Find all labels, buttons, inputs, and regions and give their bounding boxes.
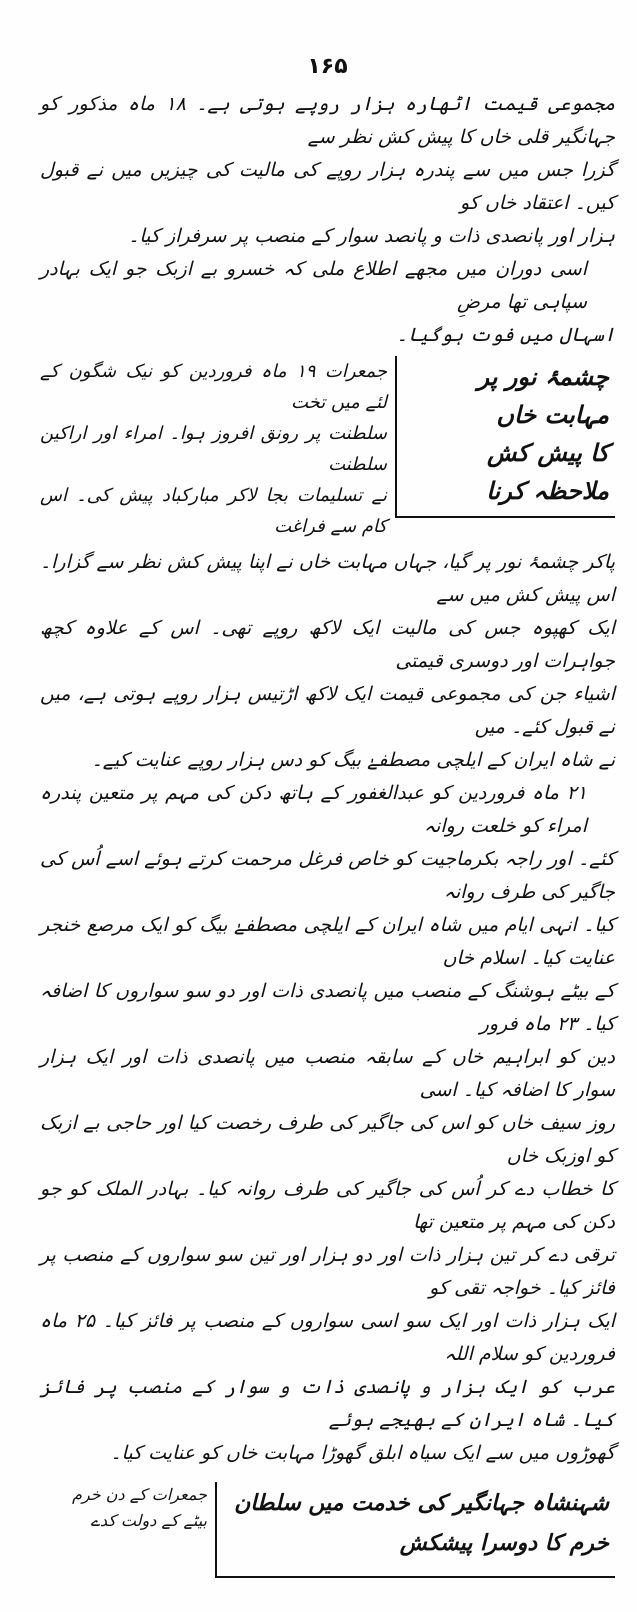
side-text [40,356,395,542]
text-line: جمعرات کے دن خرم [72,1485,207,1504]
text-line: روز سیف خاں کو اس کی جاگیر کی طرف رخصت کیا اور حاجی بے ازبک کو اوزبک خاں [40,1112,615,1167]
heading-box [395,356,615,518]
text-line: کیا۔ انہی ایام میں شاہ ایران کے ایلچی مصطفےٰ بیگ کو ایک مرصع خنجر عنایت کیا۔ اسلام خاں [40,914,615,969]
text-line: دین کو ابراہیم خاں کے سابقہ منصب میں پانصدی ذات اور ایک ہزار سوار کا اضافہ کیا۔ اسی [40,1046,615,1101]
text-line: سلطنت پر رونق افروز ہوا۔ امراء اور اراکین سلطنت [40,423,387,475]
text-line: اسی دوران میں مجھے اطلاع ملی کہ خسرو بے ازبک جو ایک بہادر سپاہی تھا مرضِ [40,258,587,313]
text-line: ایک کھپوہ جس کی مالیت ایک لاکھ روپے تھی۔ اس کے علاوہ کچھ جواہرات اور دوسری قیمتی [40,617,615,672]
text-line: ہزار اور پانصدی ذات و پانصد سوار کے منصب پر سرفراز کیا۔ [128,225,615,247]
text-line: گھوڑوں میں سے ایک سیاہ ابلق گھوڑا مہابت خاں کو عنایت کیا۔ [110,1442,615,1464]
page-number: ۱۶۵ [307,54,348,79]
paragraph-block-2 [40,546,615,777]
text-line: عرب کو ایک ہزار و پانصدی ذات و سوار کے منصب پر فائز کیا۔ شاہ ایران کے بھیجے ہوئے [40,1376,615,1431]
side-heading-mahabat-khan [40,356,615,542]
text-line: اسہال میں فوت ہوگیا۔ [396,324,615,346]
text-line: پاکر چشمۂ نور پر گیا، جہاں مہابت خاں نے اپنا پیش کش نظر سے گزارا۔ اس پیش کش میں سے [40,551,615,606]
text-line: نے تسلیمات بجا لاکر مبارکباد پیش کی۔ اس کام سے فراغت [40,485,387,537]
text-line: بیٹے کے دولت کدے [90,1511,207,1530]
text-line: کا خطاب دے کر اُس کی جاگیر کی طرف روانہ کیا۔ بہادر الملک کو جو دکن کی مہم پر متعین تھا [40,1178,615,1233]
text-line: اشیاء جن کی مجموعی قیمت ایک لاکھ اڑتیس ہزار روپے ہوتی ہے، میں نے قبول کئے۔ میں [40,683,615,738]
text-line: کئے۔ اور راجہ بکرماجیت کو خاص فرغل مرحمت کرتے ہوئے اسے اُس کی جاگیر کی طرف روانہ [40,848,615,903]
side-text [40,1482,215,1534]
text-line: ۲۱ ماہ فروردین کو عبدالغفور کے ہاتھ دکن کی مہم پر متعین پندرہ امراء کو خلعت روانہ [40,782,587,837]
text-line: کے بیٹے ہوشنگ کے منصب میں پانصدی ذات اور دو سو سواروں کا اضافہ کیا۔ ۲۳ ماہ فرور [40,980,615,1035]
text-line: ترقی دے کر تین ہزار ذات اور دو ہزار اور تین سو سواروں کے منصب پر فائز کیا۔ خواجہ تقی کو [40,1244,615,1299]
heading-title-line: چشمۂ نور پر مہابت خاں [477,363,609,429]
side-heading-sultan-khurram [40,1482,615,1578]
text-line: جمعرات ۱۹ ماہ فروردین کو نیک شگون کے لئے میں تخت [40,361,387,413]
text-line: نے شاہ ایران کے ایلچی مصطفےٰ بیگ کو دس ہزار روپے عنایت کیے۔ [91,749,615,771]
heading-title-line: شہنشاہ جہانگیر کی خدمت میں سلطان خرم کا دوسرا پیشکش [234,1491,609,1556]
paragraph-block-1 [40,88,615,352]
text-line: ایک ہزار ذات اور ایک سو اسی سواروں کے منصب پر فائز کیا۔ ۲۵ ماہ فروردین کو سلام اللہ [40,1310,615,1365]
heading-box [215,1482,615,1578]
paragraph-block-3 [40,777,615,1470]
text-line: گزرا جس میں سے پندرہ ہزار روپے کی مالیت کی چیزیں میں نے قبول کیں۔ اعتقاد خاں کو [40,159,615,214]
text-line: مجموعی قیمت اٹھارہ ہزار روپے ہوتی ہے۔ ۱۸ ماہ مذکور کو جہانگیر قلی خاں کا پیش کش نظر سے [40,93,616,148]
heading-title-line: کا پیش کش ملاحظہ کرنا [486,439,609,505]
